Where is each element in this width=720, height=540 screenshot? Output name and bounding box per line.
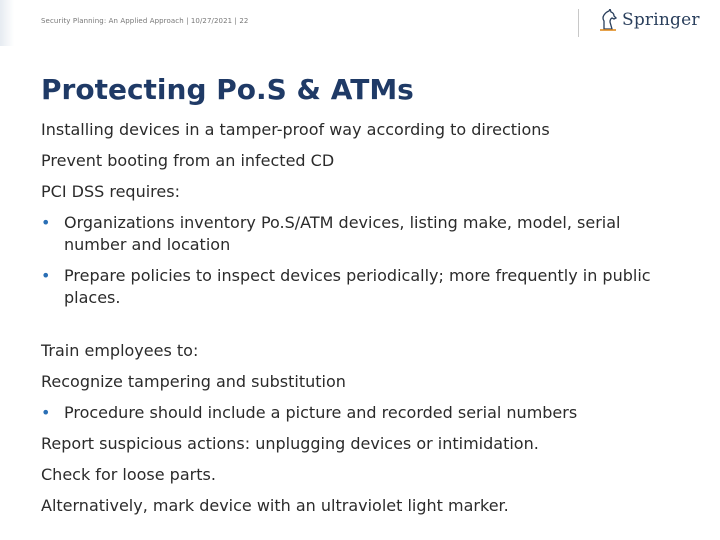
body-line: Recognize tampering and substitution [41, 372, 346, 391]
body-line: Installing devices in a tamper-proof way according to directions [41, 120, 550, 139]
bullet-item [41, 265, 681, 309]
springer-logo [598, 9, 700, 31]
bullet-icon: • [41, 266, 51, 285]
bullet-text: Procedure should include a picture and recorded serial numbers [64, 403, 578, 422]
body-line: Train employees to: [41, 341, 199, 360]
bullet-text: Prepare policies to inspect devices periodically; more frequently in public places. [64, 266, 651, 307]
bullet-text: Organizations inventory Po.S/ATM devices, listing make, model, serial number and location [64, 213, 621, 254]
running-head: Security Planning: An Applied Approach | 10/27/2021 | 22 [41, 17, 249, 25]
bullet-item [41, 402, 681, 424]
body-line: Report suspicious actions: unplugging devices or intimidation. [41, 434, 539, 453]
springer-horse-icon [598, 9, 618, 31]
bullet-icon: • [41, 403, 51, 422]
body-line: Prevent booting from an infected CD [41, 151, 335, 170]
slide-title: Protecting Po.S & ATMs [41, 73, 414, 106]
body-line: Check for loose parts. [41, 465, 216, 484]
springer-wordmark: Springer [622, 10, 700, 30]
spacer [41, 318, 681, 340]
body-line: Alternatively, mark device with an ultraviolet light marker. [41, 496, 509, 515]
body-line: PCI DSS requires: [41, 182, 180, 201]
slide-body [41, 119, 681, 526]
left-edge-accent [0, 0, 14, 46]
bullet-icon: • [41, 213, 51, 232]
header-divider [578, 9, 579, 37]
bullet-item [41, 212, 681, 256]
